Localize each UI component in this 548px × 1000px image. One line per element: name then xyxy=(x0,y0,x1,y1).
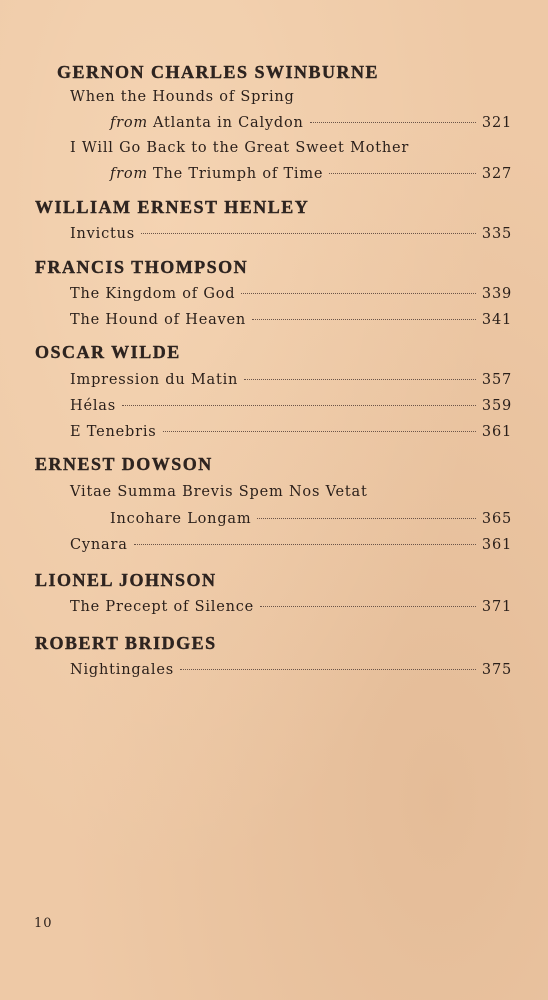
author-heading: WILLIAM ERNEST HENLEY xyxy=(35,197,310,217)
dot-leader xyxy=(141,233,476,234)
dot-leader xyxy=(122,405,476,406)
author-heading: LIONEL JOHNSON xyxy=(35,570,217,590)
poem-title: Nightingales xyxy=(70,662,174,678)
dot-leader xyxy=(329,173,476,174)
page-number: 357 xyxy=(481,372,512,388)
author-heading: GERNON CHARLES SWINBURNE xyxy=(57,62,380,82)
dot-leader xyxy=(244,379,476,380)
toc-entry xyxy=(110,511,512,527)
page-number: 335 xyxy=(481,226,512,242)
dot-leader xyxy=(241,293,476,294)
dot-leader xyxy=(310,122,476,123)
page-number: 365 xyxy=(481,511,512,527)
dot-leader xyxy=(260,606,476,607)
page-number: 321 xyxy=(481,115,512,131)
poem-title: Impression du Matin xyxy=(70,372,239,388)
page-number: 361 xyxy=(481,424,512,440)
author-heading: FRANCIS THOMPSON xyxy=(35,257,249,277)
toc-entry xyxy=(70,398,512,414)
toc-entry xyxy=(70,484,512,500)
page-number: 361 xyxy=(481,537,512,553)
page-number: 359 xyxy=(481,398,512,414)
author-heading: OSCAR WILDE xyxy=(35,342,181,362)
page-number: 327 xyxy=(481,166,512,182)
folio-page-number: 10 xyxy=(34,916,53,931)
poem-title: I Will Go Back to the Great Sweet Mother xyxy=(70,140,410,156)
source-prefix: from xyxy=(110,115,148,131)
poem-title: The Triumph of Time xyxy=(152,166,324,182)
toc-entry xyxy=(70,89,512,105)
toc-entry xyxy=(70,424,512,440)
dot-leader xyxy=(163,431,476,432)
toc-entry xyxy=(70,662,512,678)
page-number: 371 xyxy=(481,599,512,615)
dot-leader xyxy=(252,319,476,320)
page-number: 375 xyxy=(481,662,512,678)
poem-title: Vitae Summa Brevis Spem Nos Vetat xyxy=(70,484,368,500)
dot-leader xyxy=(180,669,476,670)
poem-title: When the Hounds of Spring xyxy=(70,89,295,105)
toc-entry xyxy=(110,166,512,182)
toc-entry xyxy=(70,226,512,242)
dot-leader xyxy=(257,518,476,519)
author-heading: ROBERT BRIDGES xyxy=(35,633,217,653)
page-number: 341 xyxy=(481,312,512,328)
toc-entry xyxy=(70,537,512,553)
source-prefix: from xyxy=(110,166,148,182)
toc-entry xyxy=(70,372,512,388)
toc-entry xyxy=(110,115,512,131)
poem-title: The Precept of Silence xyxy=(70,599,255,615)
poem-title: The Kingdom of God xyxy=(70,286,236,302)
toc-entry xyxy=(70,599,512,615)
poem-title: E Tenebris xyxy=(70,424,157,440)
dot-leader xyxy=(134,544,476,545)
toc-entry xyxy=(70,312,512,328)
poem-title: Atlanta in Calydon xyxy=(152,115,304,131)
poem-title: The Hound of Heaven xyxy=(70,312,247,328)
poem-title: Hélas xyxy=(70,398,116,414)
poem-title: Incohare Longam xyxy=(110,511,252,527)
author-heading: ERNEST DOWSON xyxy=(35,454,213,474)
toc-entry xyxy=(70,286,512,302)
toc-entry xyxy=(70,140,512,156)
page-number: 339 xyxy=(481,286,512,302)
poem-title: Invictus xyxy=(70,226,136,242)
poem-title: Cynara xyxy=(70,537,128,553)
